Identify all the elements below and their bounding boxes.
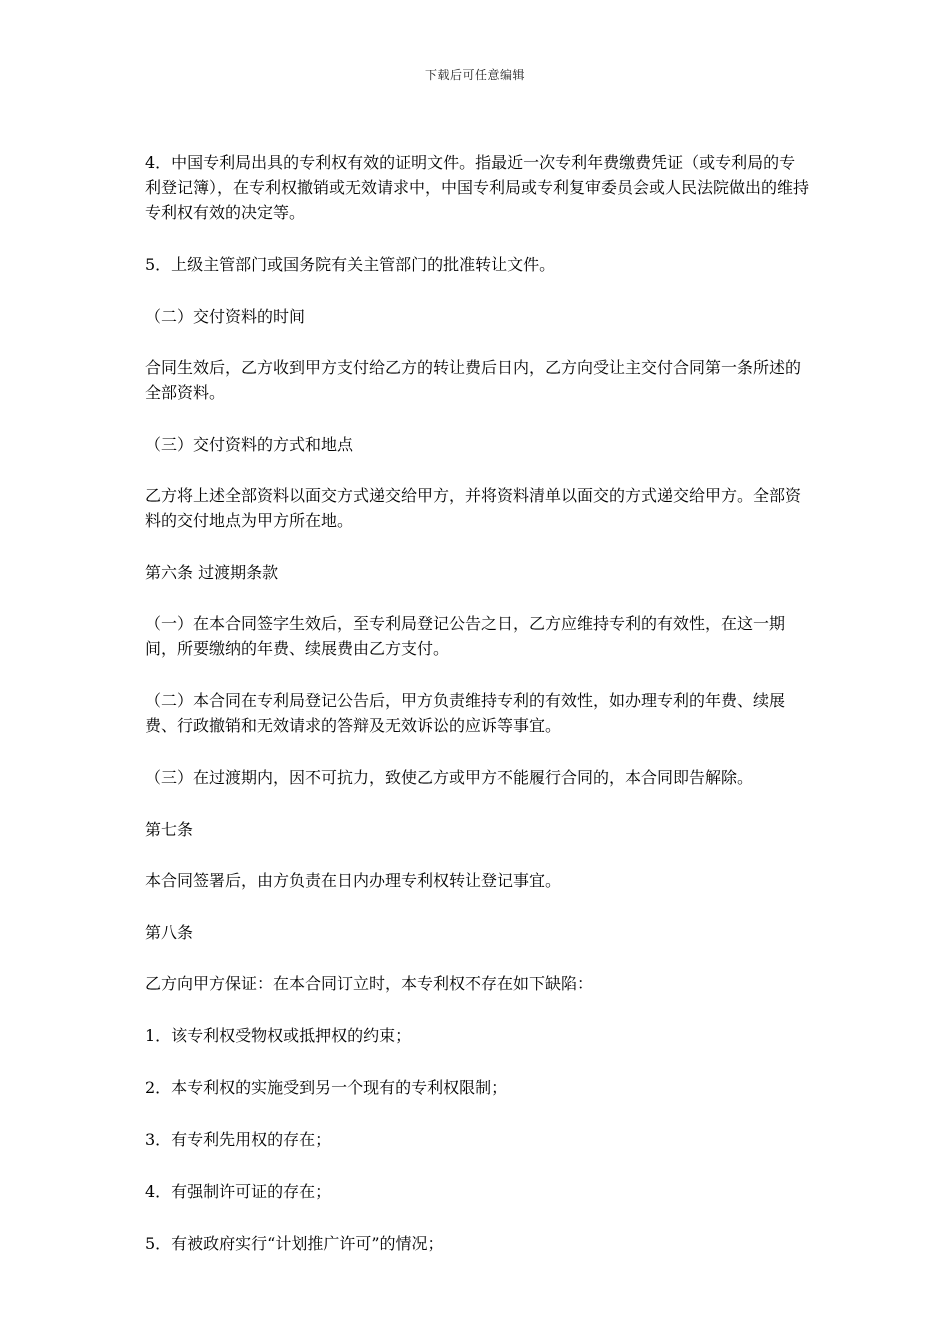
paragraph-article-8-intro: 乙方向甲方保证：在本合同订立时，本专利权不存在如下缺陷： [145,974,594,993]
list-item-defect-3: 3．有专利先用权的存在； [145,1130,332,1149]
list-item-defect-4: 4．有强制许可证的存在； [145,1182,332,1201]
list-item-defect-5: 5．有被政府实行“计划推广许可”的情况； [145,1234,444,1253]
page-header-note: 下载后可任意编辑 [424,68,525,82]
paragraph-transition-1: （一）在本合同签字生效后，至专利局登记公告之日，乙方应维持专利的有效性，在这一期间，所要缴纳的年费、续展费由乙方支付。 [145,614,786,658]
list-item-defect-2: 2．本专利权的实施受到另一个现有的专利权限制； [145,1078,508,1097]
paragraph-item-5-approval-documents: 5．上级主管部门或国务院有关主管部门的批准转让文件。 [145,255,556,274]
article-heading-6: 第六条 过渡期条款 [145,563,279,582]
paragraph-transition-3: （三）在过渡期内，因不可抗力，致使乙方或甲方不能履行合同的，本合同即告解除。 [145,768,754,787]
article-heading-7: 第七条 [145,820,194,839]
paragraph-item-4-proof-documents: 4．中国专利局出具的专利权有效的证明文件。指最近一次专利年费缴费凭证（或专利局的专利登记簿），在专利权撤销或无效请求中，中国专利局或专利复审委员会或人民法院做出的维持专利权有效的决定等。 [145,153,810,222]
list-item-defect-1: 1．该专利权受物权或抵押权的约束； [145,1026,412,1045]
section-heading-delivery-time: （二）交付资料的时间 [145,307,306,326]
paragraph-delivery-method: 乙方将上述全部资料以面交方式递交给甲方，并将资料清单以面交的方式递交给甲方。全部资料的交付地点为甲方所在地。 [145,486,802,530]
section-heading-delivery-method: （三）交付资料的方式和地点 [145,435,354,454]
document-body [145,150,810,1283]
paragraph-delivery-time: 合同生效后，乙方收到甲方支付给乙方的转让费后日内，乙方向受让主交付合同第一条所述的全部资料。 [145,358,802,402]
paragraph-transition-2: （二）本合同在专利局登记公告后，甲方负责维持专利的有效性，如办理专利的年费、续展费、行政撤销和无效请求的答辩及无效诉讼的应诉等事宜。 [145,691,786,735]
paragraph-article-7: 本合同签署后，由方负责在日内办理专利权转让登记事宜。 [145,871,562,890]
article-heading-8: 第八条 [145,923,194,942]
